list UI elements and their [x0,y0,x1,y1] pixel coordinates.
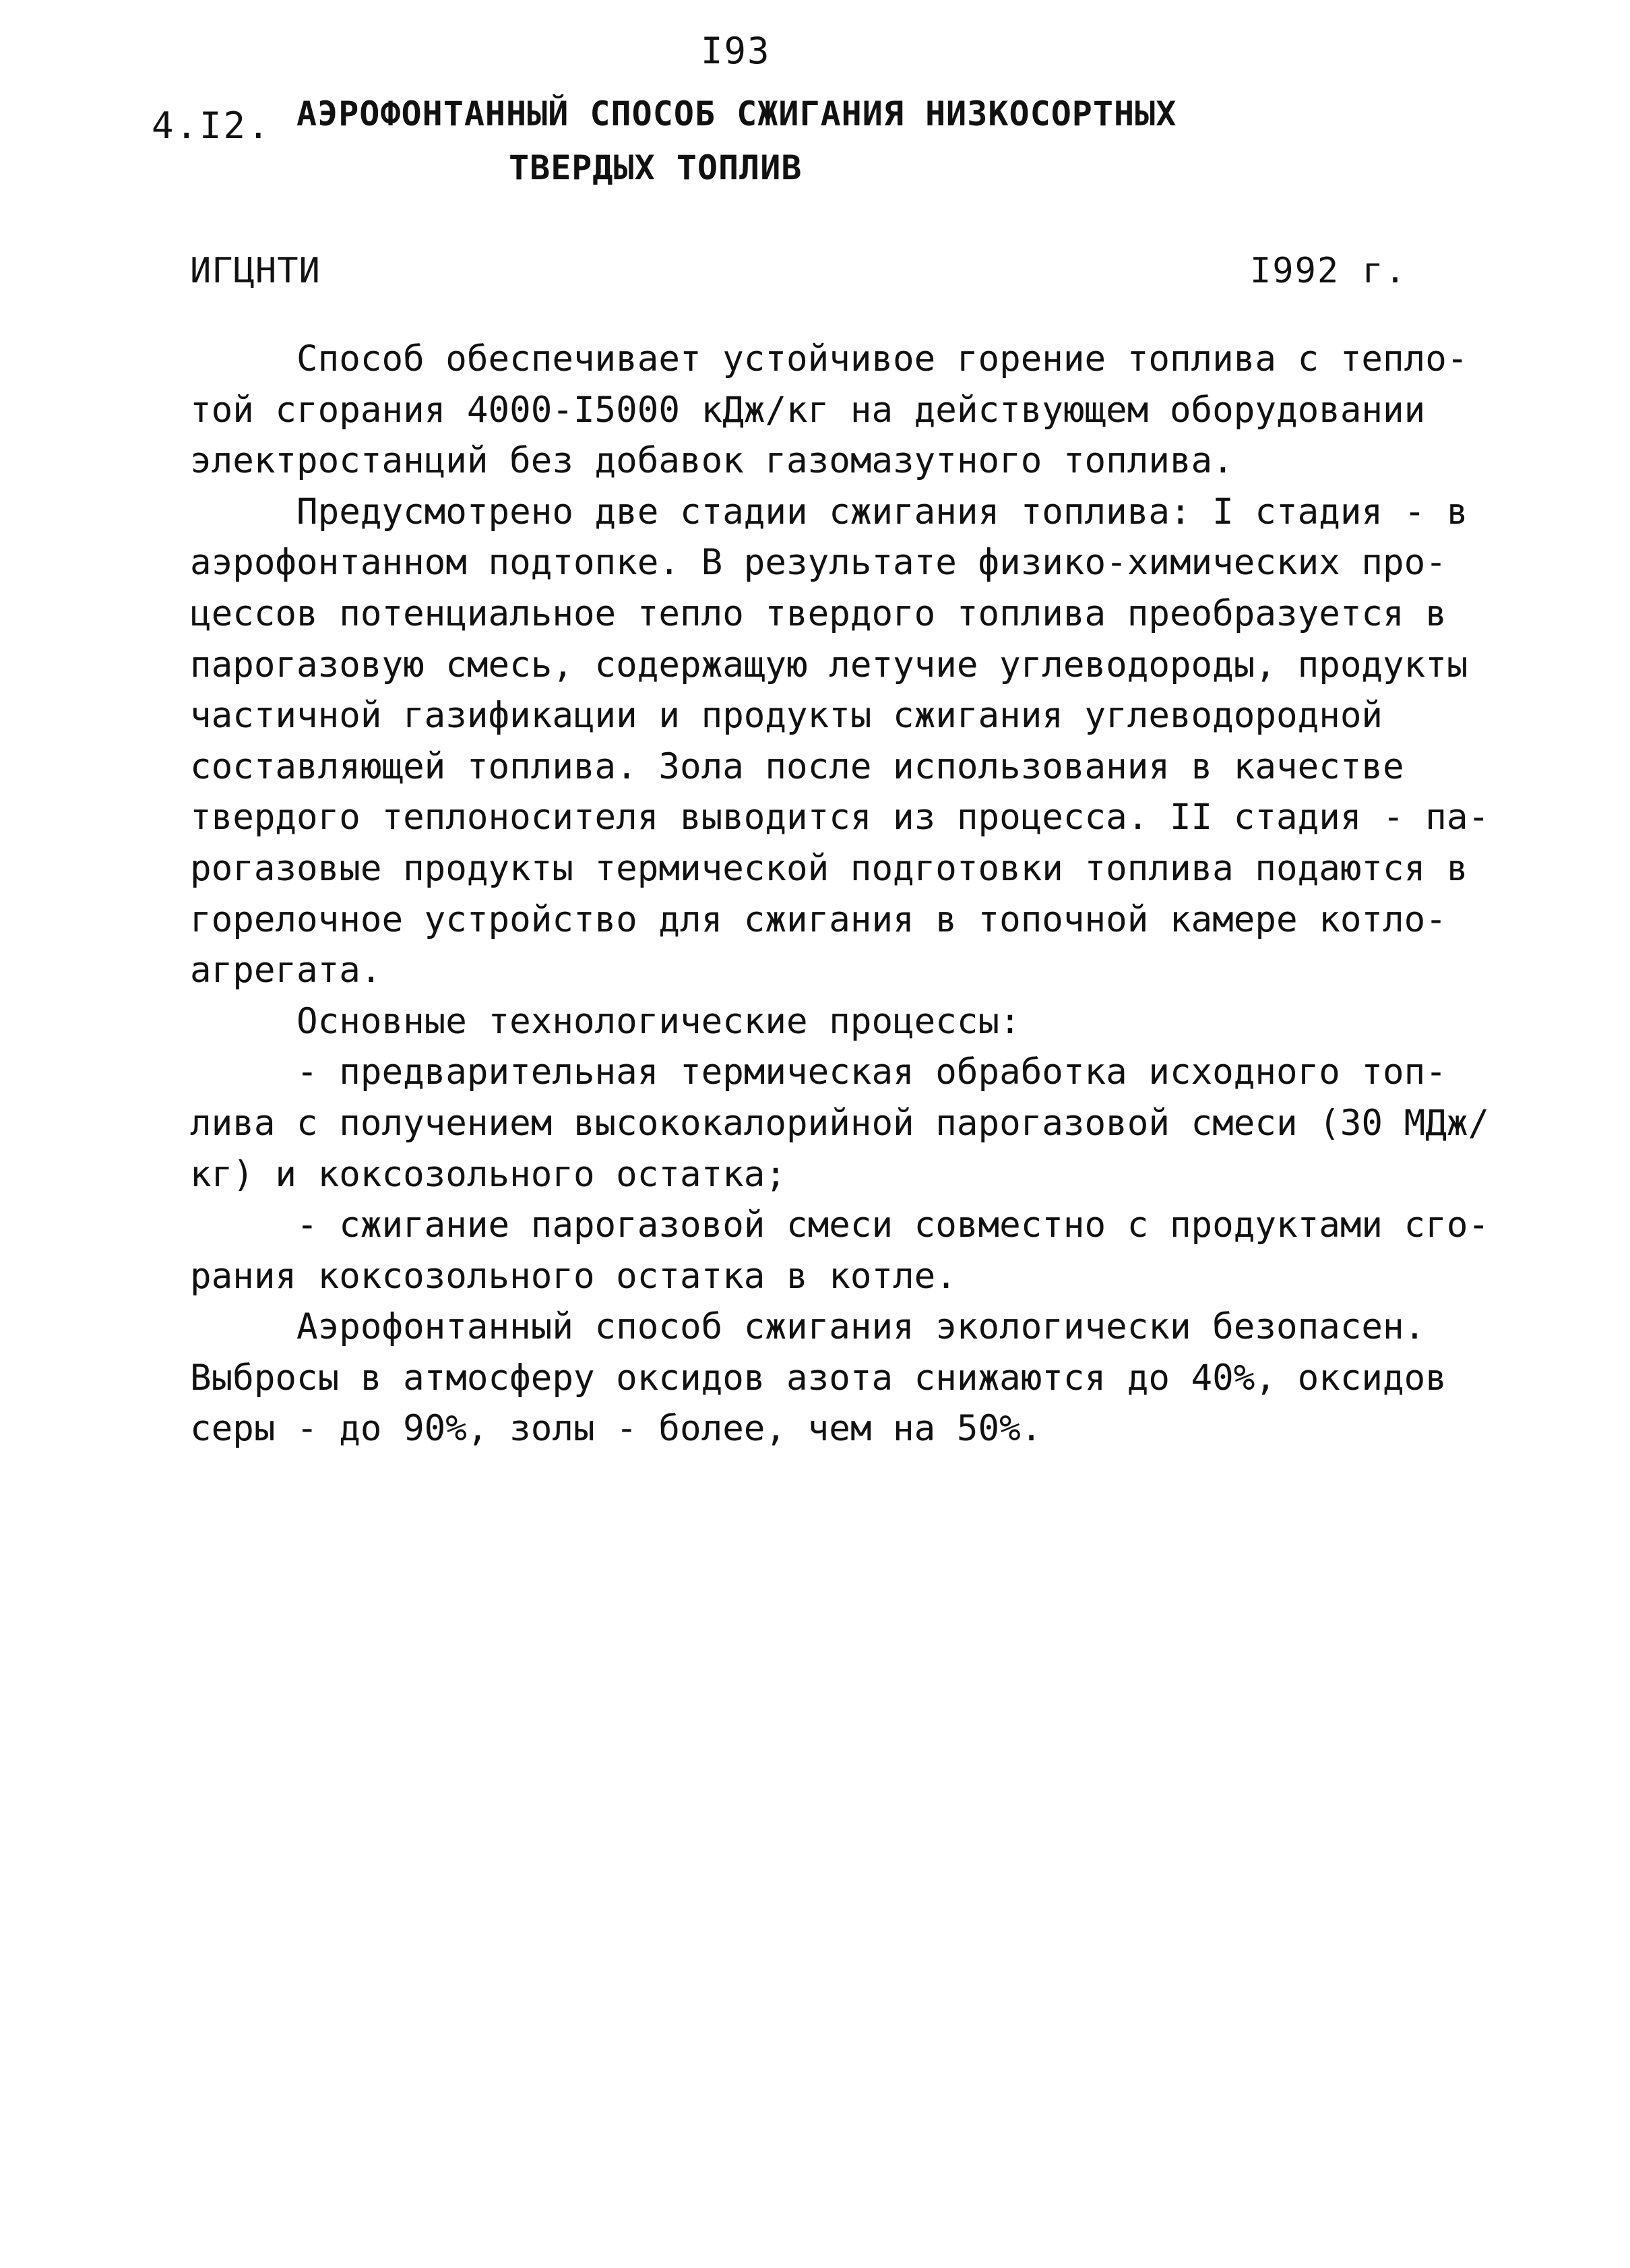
text-line: цессов потенциальное тепло твердого топлива преобразуется в [190,592,1447,634]
text-line: рогазовые продукты термической подготовки топлива подаются в [190,847,1468,889]
text-line: Выбросы в атмосферу оксидов азота снижаются до 40%, оксидов [190,1357,1447,1399]
text-line: кг) и коксозольного остатка; [190,1153,787,1195]
text-line: Предусмотрено две стадии сжигания топлива: I стадия - в [190,491,1468,532]
section-number: 4.I2. [152,104,272,147]
publication-year: I992 г. [1250,251,1408,291]
text-line: аэрофонтанном подтопке. В результате физико-химических про- [190,542,1447,584]
text-line: Аэрофонтанный способ сжигания экологически безопасен. [190,1306,1426,1348]
text-line: рания коксозольного остатка в котле. [190,1255,957,1297]
text-line: - сжигание парогазовой смеси совместно с продуктами сго- [190,1204,1490,1246]
text-line: частичной газификации и продукты сжигания углеводородной [190,695,1383,737]
section-title-line-2: ТВЕРДЫХ ТОПЛИВ [509,148,803,187]
text-line: той сгорания 4000-I5000 кДж/кг на действующем оборудовании [190,389,1426,431]
text-line: электростанций без добавок газомазутного топлива. [190,440,1234,482]
text-line: лива с получением высококалорийной парогазовой смеси (30 МДж/ [190,1102,1490,1144]
section-title-line-1: АЭРОФОНТАННЫЙ СПОСОБ СЖИГАНИЯ НИЗКОСОРТНЫХ [296,94,1177,133]
text-line: Основные технологические процессы: [190,1000,1021,1042]
text-line: парогазовую смесь, содержащую летучие углеводороды, продукты [190,644,1468,685]
text-line: серы - до 90%, золы - более, чем на 50%. [190,1408,1042,1450]
text-line: составляющей топлива. Зола после использования в качестве [190,745,1404,787]
page-number: I93 [701,30,771,72]
text-line: - предварительная термическая обработка исходного топ- [190,1051,1447,1093]
text-line: горелочное устройство для сжигания в топочной камере котло- [190,898,1447,940]
text-line: агрегата. [190,950,382,991]
organization-name: ИГЦНТИ [190,251,321,291]
body-text [190,334,1489,1454]
text-line: твердого теплоносителя выводится из процесса. II стадия - па- [190,797,1490,838]
text-line: Способ обеспечивает устойчивое горение топлива с тепло- [190,338,1468,379]
